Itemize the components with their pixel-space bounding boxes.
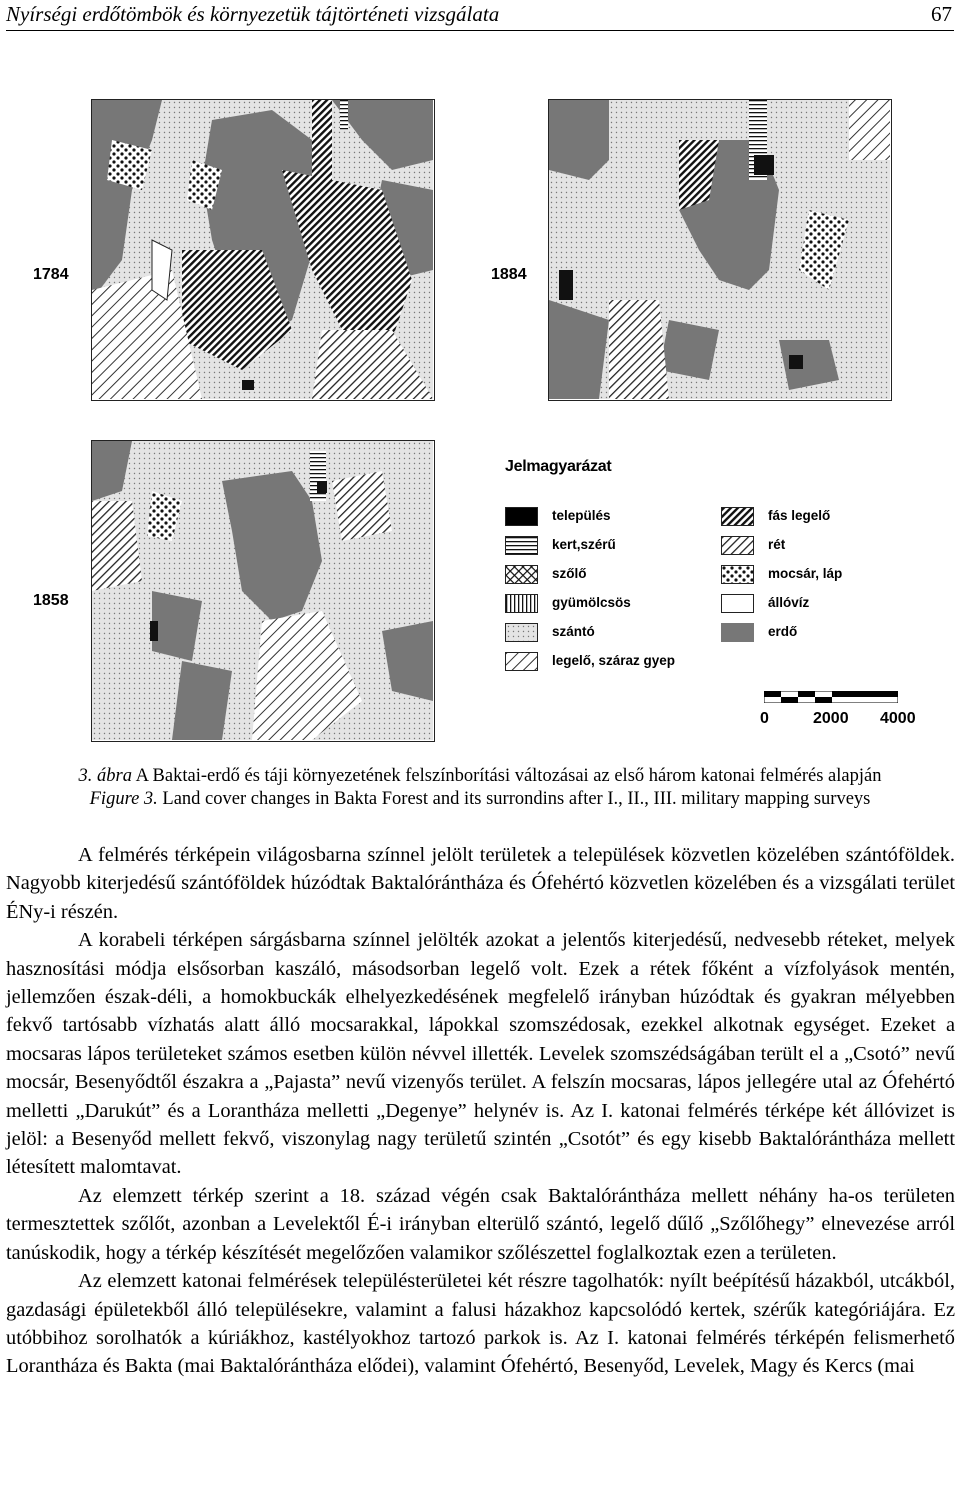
- legend-swatch: [721, 623, 754, 642]
- caption-text: A Baktai-erdő és táji környezetének felszínborítási változásai az első három katonai felmérés alapján: [131, 766, 882, 786]
- legend-swatch: [505, 565, 538, 584]
- page-number: 67: [931, 2, 952, 26]
- map-year-label: 1884: [491, 266, 527, 283]
- paragraph: Az elemzett katonai felmérések településterületei két részre tagolhatók: nyílt beépítésű házakból, utcákból, gazdasági épületekből álló településekre, valamint a falusi házakhoz kapcsolódó kertek, szérűk kategóriájára. Ez utóbbihoz sorolhatók a kúriákhoz, kastélyokhoz tartozó parkok is. Az I. katonai felmérés térképén felismerhető Lorantháza és Bakta (mai Baktalórántháza elődei), valamint Ófehértó, Besenyőd, Levelek, Magy és Kercs (mai: [6, 1270, 955, 1378]
- legend-swatch: [505, 623, 538, 642]
- legend-swatch: [721, 536, 754, 555]
- scale-label: 4000: [880, 710, 916, 727]
- legend-label: rét: [768, 537, 786, 552]
- figure-caption-hu: [0, 765, 960, 787]
- paragraph: Az elemzett térkép szerint a 18. század végén csak Baktalórántháza mellett néhány ha-os területen termesztettek szőlőt, azonban a Levelektől É-i irányban elterülő szántó, legelő dűlő „Szőlőhegy” elnevezése arról tanúskodik, hogy a térkép készítését megelőzően valamikor szőlészettel foglalkoztak ezen a területen.: [6, 1184, 955, 1264]
- legend-swatch: [721, 565, 754, 584]
- map-year-label: 1858: [33, 592, 69, 609]
- legend-swatch: [721, 594, 754, 613]
- running-title: Nyírségi erdőtömbök és környezetük tájtörténeti vizsgálata: [6, 2, 500, 26]
- legend-label: szántó: [552, 624, 595, 639]
- body-text: [6, 841, 955, 1381]
- land-cover-map: [548, 99, 892, 401]
- figure-caption-en: [0, 788, 960, 810]
- legend-label: erdő: [768, 624, 798, 639]
- legend-swatch: [721, 507, 754, 526]
- page-header: [6, 0, 954, 31]
- caption-text: Land cover changes in Bakta Forest and its surrondins after I., II., III. military mapping surveys: [157, 789, 871, 809]
- scale-label: 2000: [813, 710, 849, 727]
- legend-swatch: [505, 507, 538, 526]
- legend-label: szőlő: [552, 566, 587, 581]
- caption-label: 3. ábra: [78, 766, 132, 786]
- legend-label: legelő, száraz gyep: [552, 653, 676, 668]
- land-cover-map: [91, 99, 435, 401]
- caption-label: Figure 3.: [89, 789, 158, 809]
- legend-title: Jelmagyarázat: [505, 458, 612, 475]
- paragraph: A felmérés térképein világosbarna színnel jelölt területek a települések közvetlen közelében szántóföldek. Nagyobb kiterjedésű szántóföldek húzódtak Baktalórántháza és Ófehértó közvetlen közelében és a vizsgálati terület ÉNy-i részén.: [6, 844, 955, 923]
- legend-label: gyümölcsös: [552, 595, 631, 610]
- legend-swatch: [505, 536, 538, 555]
- scale-label: 0: [760, 710, 769, 727]
- legend-label: település: [552, 508, 611, 523]
- legend-label: mocsár, láp: [768, 566, 843, 581]
- land-cover-map: [91, 440, 435, 742]
- map-year-label: 1784: [33, 266, 69, 283]
- legend-swatch: [505, 594, 538, 613]
- paragraph: A korabeli térképen sárgásbarna színnel jelölték azokat a jelentős kiterjedésű, nedvesebb réteket, melyek hasznosítási módja elsősorban kaszáló, másodsorban legelő volt. Ezek a rétek főként a vízfolyások mentén, jellemzően észak-déli, a homokbuckák elhelyezkedésének megfelelő irányban húzódtak és gyakran mélyebben fekvő tartósabb vízhatás alatt álló mocsarakkal, lápokkal szomszédosak, ezekkel alkotnak egységet. Ezeket a mocsaras lápos területeket számos esetben külön névvel illették. Levelek szomszédságában terült el a „Csotó” nevű mocsár, Besenyődtől északra a „Pajasta” nevű vizenyős terület. A felszín mocsaras, lápos jellegére utal az Ófehértó melletti „Darukút” és a Lorantháza melletti „Degenye” helynév is. Az I. katonai felmérés térképe két állóvizet is jelöl: a Besenyőd mellett fekvő, viszonylag nagy területű szintén „Csotót” és egy kisebb Baktalórántháza mellett létesített malomtavat.: [6, 929, 955, 1179]
- scale-bar: [764, 691, 898, 703]
- legend-label: fás legelő: [768, 508, 831, 523]
- legend-label: kert,szérű: [552, 537, 616, 552]
- legend-swatch: [505, 652, 538, 671]
- legend-label: állóvíz: [768, 595, 810, 610]
